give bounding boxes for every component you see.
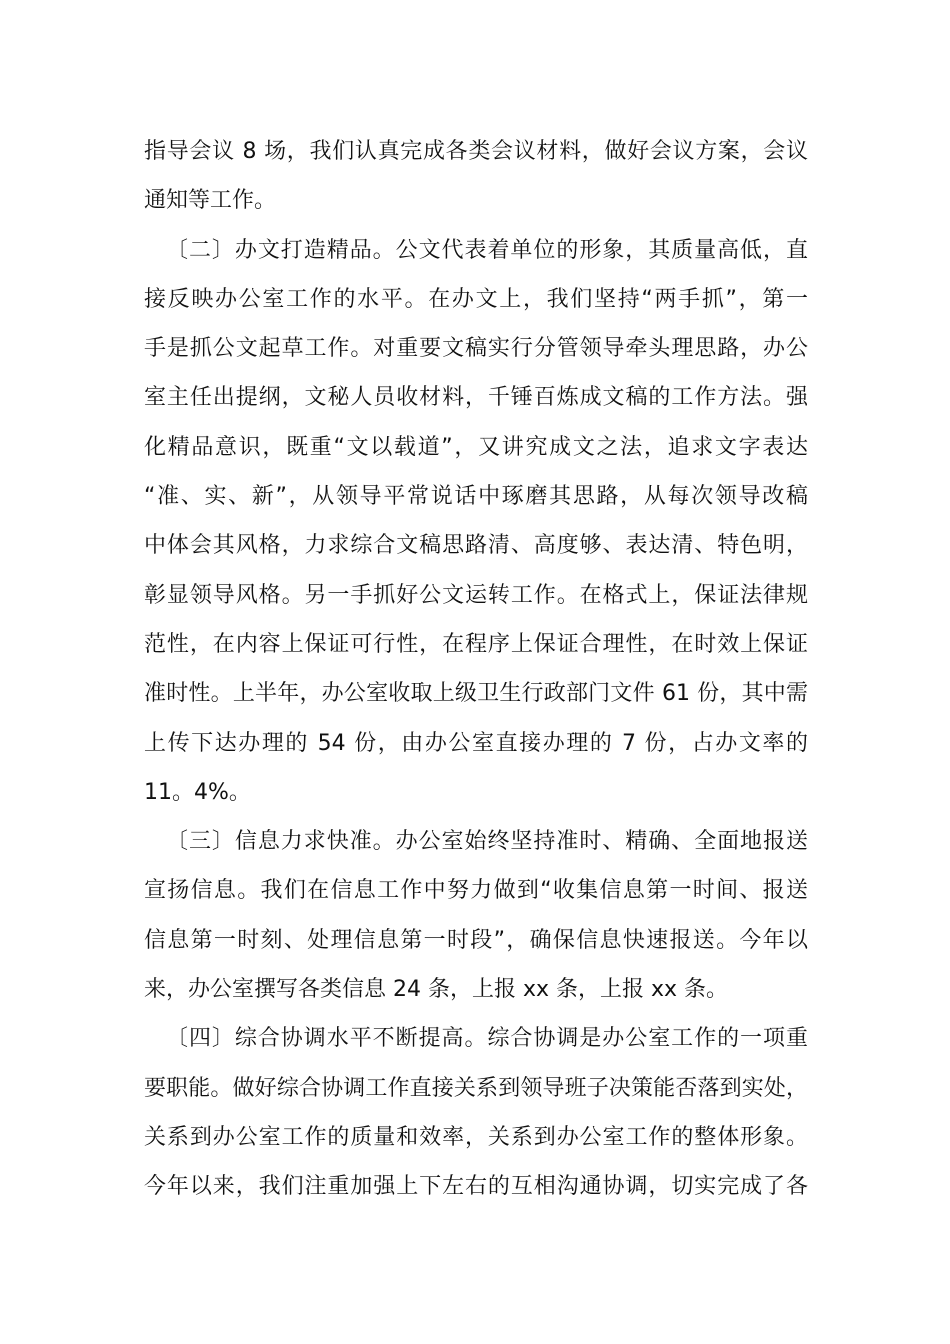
text-line: 范性，在内容上保证可行性，在程序上保证合理性，在时效上保证 — [144, 631, 808, 657]
text-line: 室主任出提纲，文秘人员收材料，千锤百炼成文稿的工作方法。强 — [144, 385, 808, 411]
text-line: 准时性。上半年，办公室收取上级卫生行政部门文件 61 份，其中需 — [144, 681, 808, 707]
text-line: 手是抓公文起草工作。对重要文稿实行分管领导牵头理思路，办公 — [144, 336, 808, 362]
text-line: 要职能。做好综合协调工作直接关系到领导班子决策能否落到实处， — [144, 1075, 808, 1101]
body-text — [144, 127, 808, 1212]
text-line: 化精品意识，既重“文以载道”，又讲究成文之法，追求文字表达 — [144, 434, 808, 460]
text-line: 今年以来，我们注重加强上下左右的互相沟通协调，切实完成了各 — [144, 1174, 808, 1200]
text-line: “准、实、新”，从领导平常说话中琢磨其思路，从每次领导改稿 — [144, 484, 808, 510]
text-line: 信息第一时刻、处理信息第一时段”，确保信息快速报送。今年以 — [144, 927, 808, 953]
text-line: 中体会其风格，力求综合文稿思路清、高度够、表达清、特色明， — [144, 533, 808, 559]
text-line: 关系到办公室工作的质量和效率，关系到办公室工作的整体形象。 — [144, 1124, 808, 1150]
text-line: 宣扬信息。我们在信息工作中努力做到“收集信息第一时间、报送 — [144, 878, 808, 904]
text-line: 彰显领导风格。另一手抓好公文运转工作。在格式上，保证法律规 — [144, 582, 808, 608]
text-line: 11。4%。 — [144, 779, 251, 805]
paragraph-heading-3: 〔三〕信息力求快准。办公室始终坚持准时、精确、全面地报送 — [166, 829, 808, 855]
paragraph-heading-4: 〔四〕综合协调水平不断提高。综合协调是办公室工作的一项重 — [166, 1026, 808, 1052]
text-line: 通知等工作。 — [144, 188, 277, 214]
paragraph-heading-2: 〔二〕办文打造精品。公文代表着单位的形象，其质量高低，直 — [166, 237, 808, 263]
text-line: 接反映办公室工作的水平。在办文上，我们坚持“两手抓”，第一 — [144, 286, 808, 312]
text-line: 来，办公室撰写各类信息 24 条，上报 xx 条，上报 xx 条。 — [144, 977, 729, 1003]
text-line: 上传下达办理的 54 份，由办公室直接办理的 7 份，占办文率的 — [144, 730, 808, 756]
text-line: 指导会议 8 场，我们认真完成各类会议材料，做好会议方案，会议 — [144, 139, 808, 164]
